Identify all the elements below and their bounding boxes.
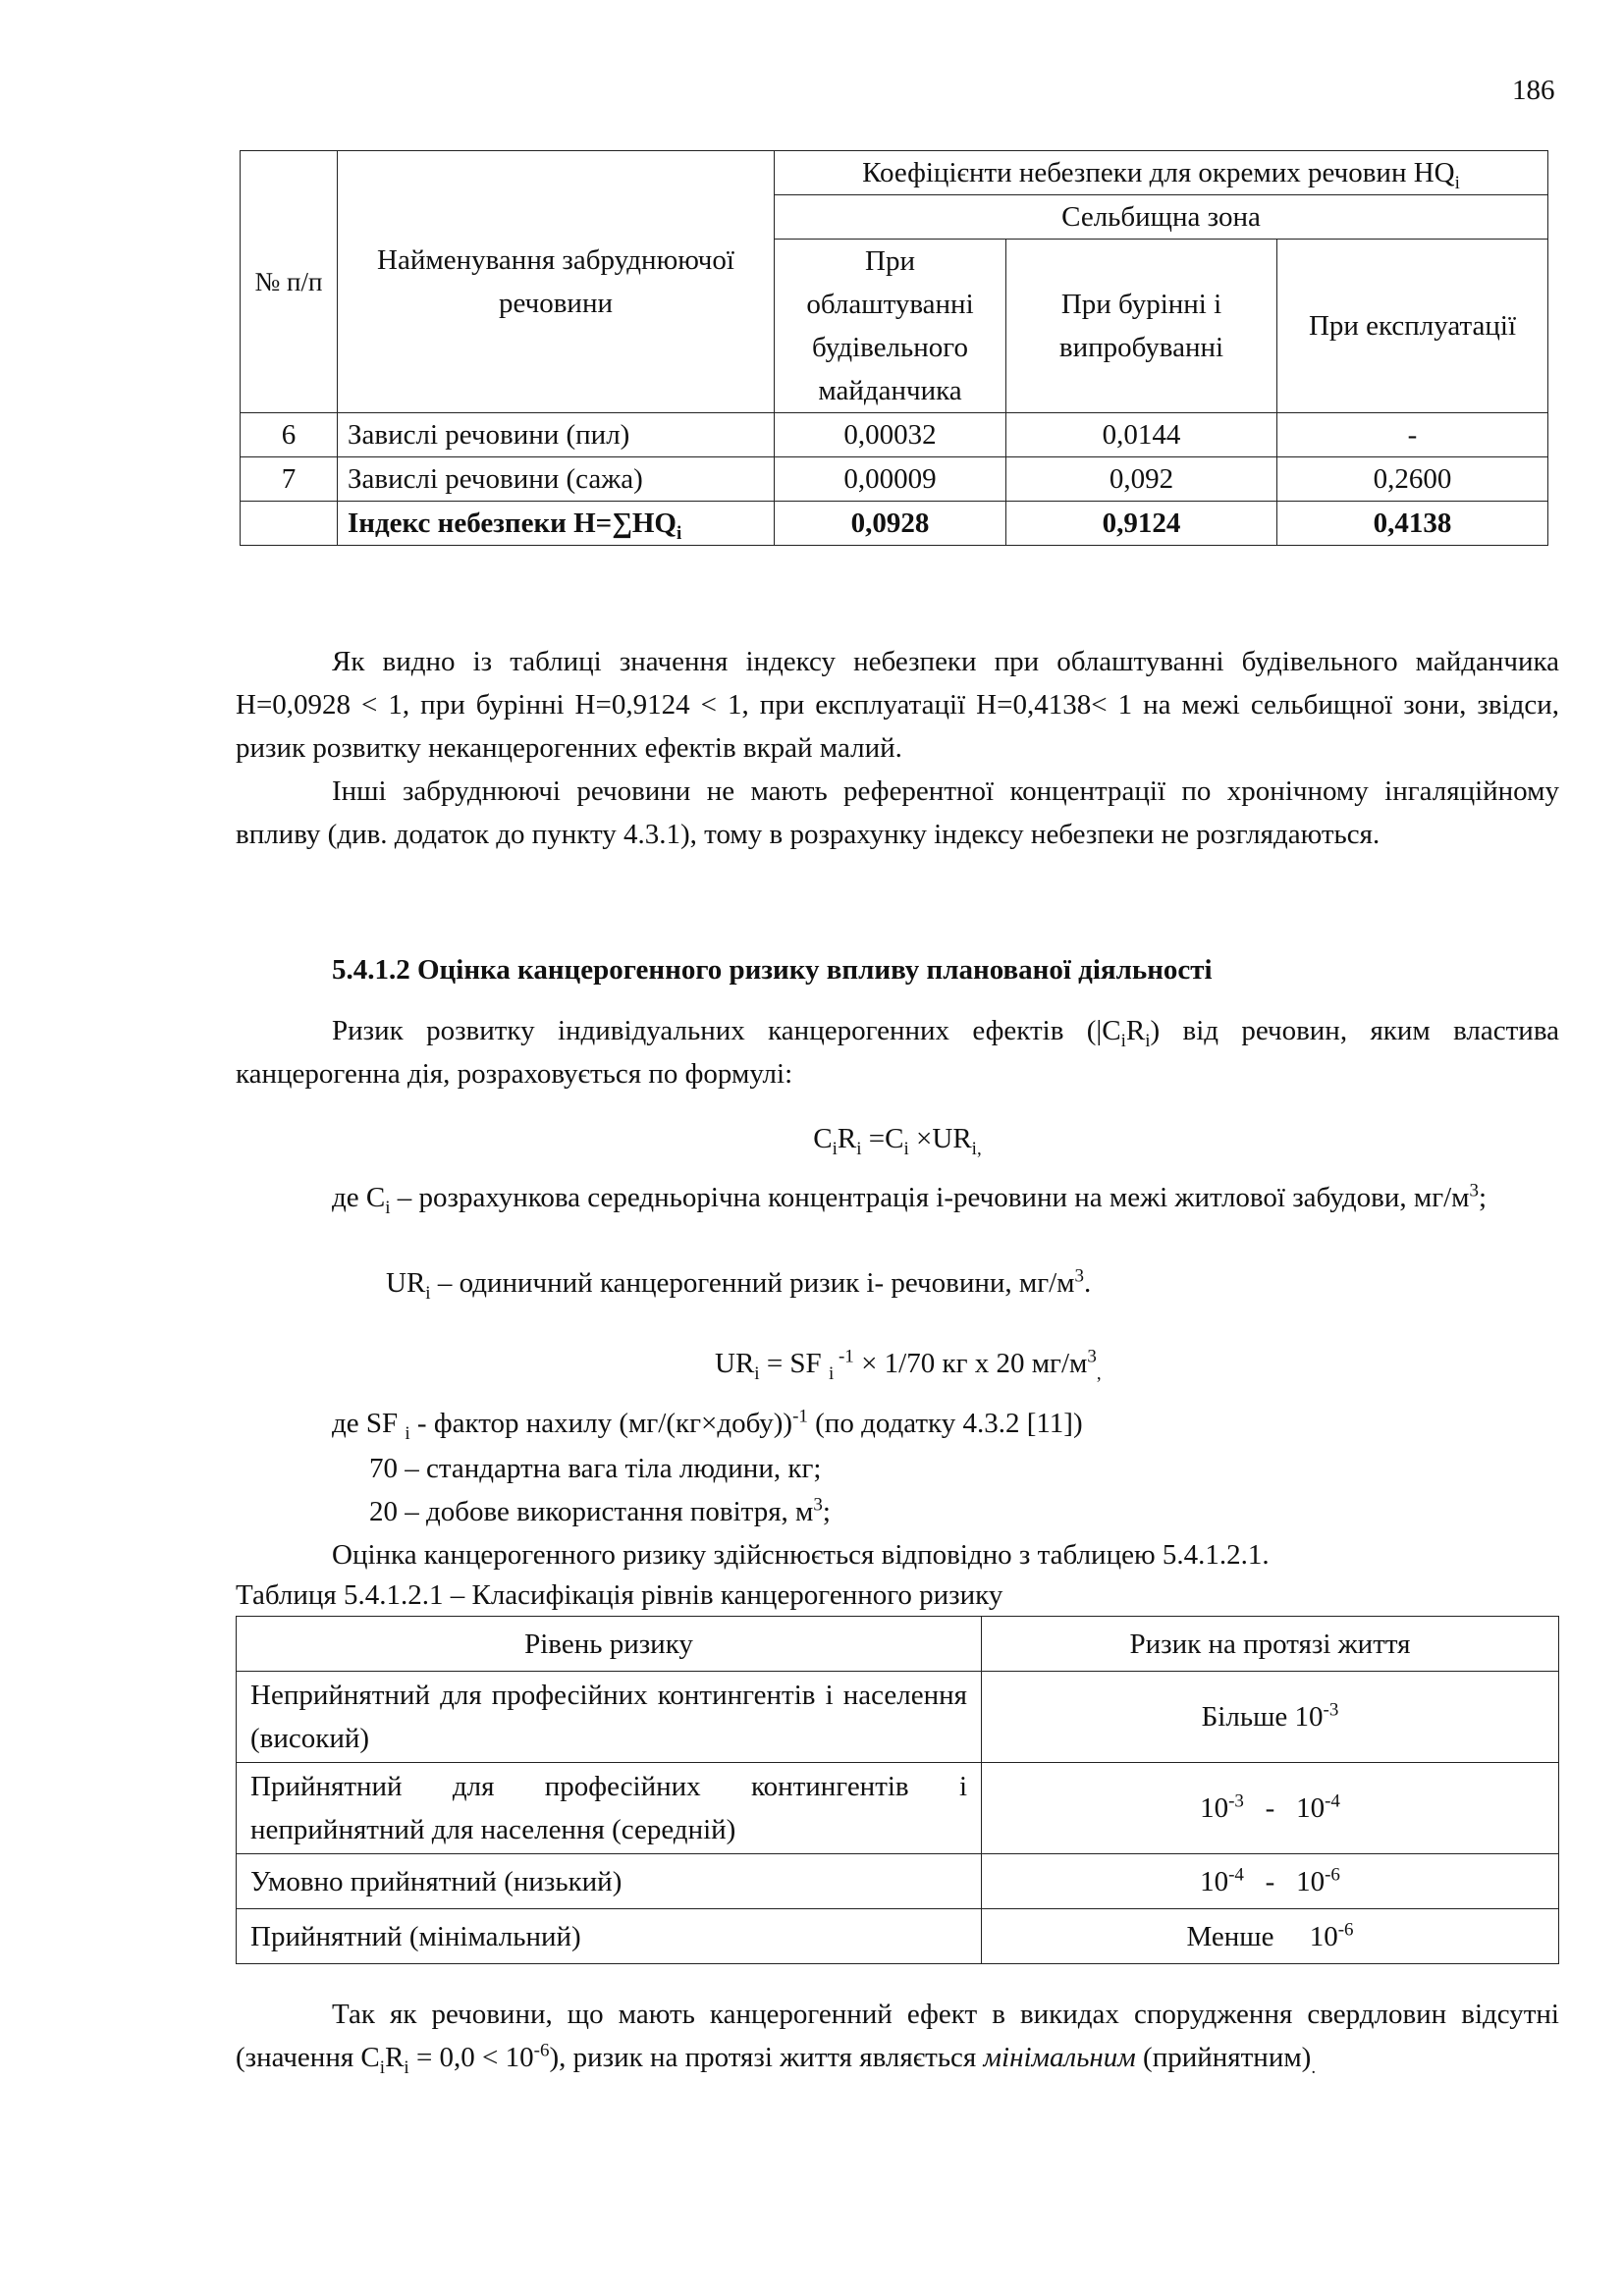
definition-ci: де $C_i$ – розрахункова середньорічна концентрація і-речовини на межі житлової забудови, $мг/м^3$; — [332, 1180, 1488, 1218]
formula-uri: $UR_i$ = SF $_i$ $^{-1}$ × 1/70 кг х 20 $мг/м^3_,$ — [715, 1346, 1102, 1384]
value-site: 0,00009 — [775, 457, 1006, 502]
risk-level: Умовно прийнятний (низький) — [237, 1854, 982, 1909]
definition-body-weight: 70 – стандартна вага тіла людини, кг; — [369, 1453, 822, 1484]
total-operation: 0,4138 — [1277, 502, 1548, 546]
assessment-note: Оцінка канцерогенного ризику здійснюється відповідно з таблицею 5.4.1.2.1. — [332, 1539, 1270, 1571]
risk-level: Прийнятний для професійних контингентів і неприйнятний для населення (середній) — [237, 1763, 982, 1854]
hazard-index-label: Індекс небезпеки $H=\sum HQ_i$ — [338, 502, 775, 546]
table-row — [241, 457, 1548, 502]
header-risk-level: Рівень ризику — [237, 1617, 982, 1672]
substance-name: Завислі речовини (сажа) — [338, 457, 775, 502]
total-number — [241, 502, 338, 546]
value-operation: 0,2600 — [1277, 457, 1548, 502]
value-drilling: 0,0144 — [1006, 413, 1277, 457]
formula-cr: $C_iR_i =C_i \times UR_{i,}$ — [813, 1123, 982, 1159]
header-number: № п/п — [241, 151, 338, 413]
header-site-preparation: При облаштуванні будівельного майданчика — [775, 240, 1006, 413]
header-substance-name: Найменування забруднюючої речовини — [338, 151, 775, 413]
paragraph-hazard-conclusion: Як видно із таблиці значення індексу небезпеки при облаштуванні будівельного майданчика H=0,0928 < 1, при бурінні H=0,9124 < 1, при експлуатації H=0,4138< 1 на межі сельбищної зони, звідси, ризик розвитку неканцерогенних ефектів вкрай малий. — [236, 646, 1559, 764]
table-row — [237, 1854, 1559, 1909]
row-number: 7 — [241, 457, 338, 502]
table-caption: Таблиця 5.4.1.2.1 – Класифікація рівнів канцерогенного ризику — [236, 1579, 1003, 1611]
table-row — [237, 1763, 1559, 1854]
row-number: 6 — [241, 413, 338, 457]
paragraph-carcinogenic-risk: Ризик розвитку індивідуальних канцерогенних ефектів $(|C_iR_i)$ від речовин, яким властива канцерогенна дія, розраховується по формулі: — [236, 1015, 1559, 1090]
risk-level: Неприйнятний для професійних контингентів і населення (високий) — [237, 1672, 982, 1763]
value-operation: - — [1277, 413, 1548, 457]
risk-classification-table — [236, 1616, 1559, 1964]
page-number: 186 — [1512, 75, 1555, 106]
lifetime-risk: Більше $10^{-3}$ — [982, 1672, 1559, 1763]
section-heading: 5.4.1.2 Оцінка канцерогенного ризику впливу планованої діяльності — [332, 954, 1213, 986]
header-lifetime-risk: Ризик на протязі життя — [982, 1617, 1559, 1672]
paragraph-other-pollutants: Інші забруднюючі речовини не мають референтної концентрації по хронічному інгаляційному впливу (див. додаток до пункту 4.3.1), тому в розрахунку індексу небезпеки не розглядаються. — [236, 775, 1559, 850]
table-total-row — [241, 502, 1548, 546]
value-site: 0,00032 — [775, 413, 1006, 457]
total-drilling: 0,9124 — [1006, 502, 1277, 546]
definition-sf: де SF $_i$ - фактор нахилу (мг/(кг×добу))$^{-1}$ (по додатку 4.3.2 [11]) — [332, 1406, 1083, 1444]
hazard-quotient-table — [240, 150, 1548, 546]
risk-level: Прийнятний (мінімальний) — [237, 1909, 982, 1964]
header-drilling: При бурінні і випробуванні — [1006, 240, 1277, 413]
lifetime-risk: $10^{-4} - 10^{-6}$ — [982, 1854, 1559, 1909]
header-coefficients: Коефіцієнти небезпеки для окремих речовин $HQ_i$ — [775, 151, 1548, 195]
table-row — [237, 1672, 1559, 1763]
header-residential-zone: Сельбищна зона — [775, 195, 1548, 240]
definition-air-intake: 20 – добове використання повітря, $м^3$; — [369, 1494, 831, 1527]
total-site: 0,0928 — [775, 502, 1006, 546]
lifetime-risk: $10^{-3} - 10^{-4}$ — [982, 1763, 1559, 1854]
definition-uri: $UR_i$ – одиничний канцерогенний ризик і- речовини, $мг/м^3$. — [386, 1265, 1092, 1304]
paragraph-final-conclusion: Так як речовини, що мають канцерогенний ефект в викидах спорудження свердловин відсутні (значення $C_iR_i = 0,0 < 10^{-6}$), ризик на протязі життя являється мінімальним $(прийнятним)_.$ — [236, 1999, 1559, 2078]
header-operation: При експлуатації — [1277, 240, 1548, 413]
value-drilling: 0,092 — [1006, 457, 1277, 502]
substance-name: Завислі речовини (пил) — [338, 413, 775, 457]
lifetime-risk: Менше $10^{-6}$ — [982, 1909, 1559, 1964]
table-row — [241, 413, 1548, 457]
table-row — [237, 1909, 1559, 1964]
